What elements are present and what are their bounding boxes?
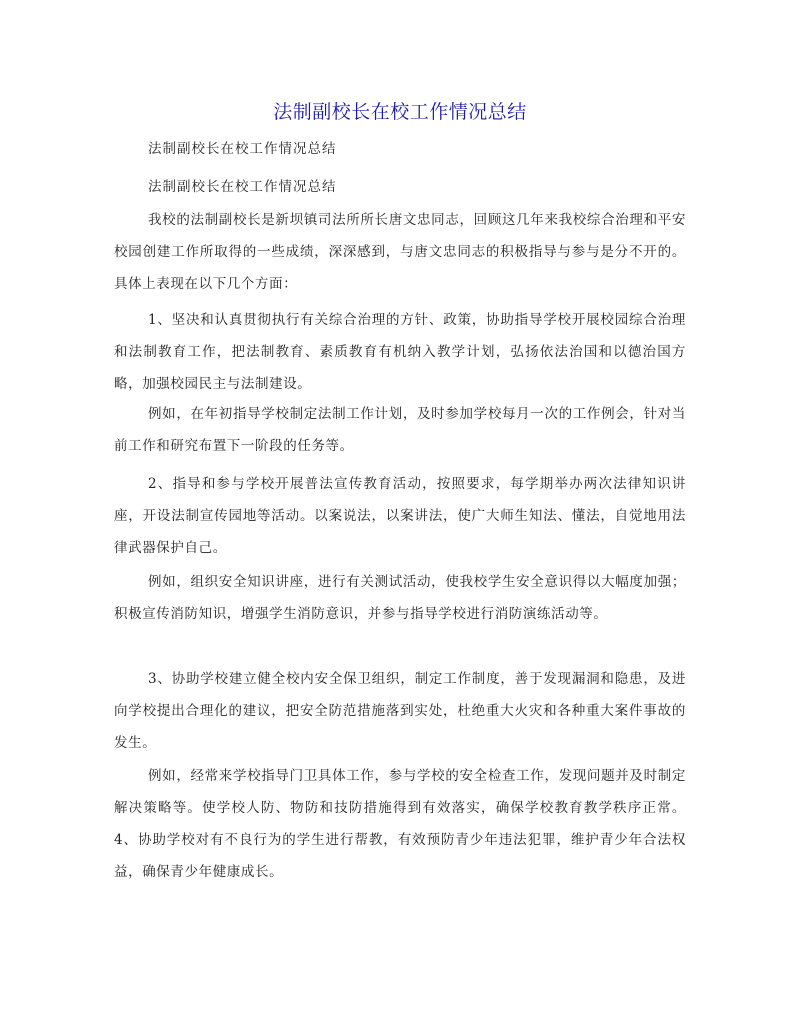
paragraph-1: 我校的法制副校长是新坝镇司法所所长唐文忠同志，回顾这几年来我校综合治理和平安校园创建工作所取得的一些成绩，深深感到，与唐文忠同志的积极指导与参与是分不开的。具体上表现在以下几个方面： xyxy=(114,212,686,292)
paragraph-5: 例如，组织安全知识讲座，进行有关测试活动，使我校学生安全意识得以大幅度加强；积极宣传消防知识，增强学生消防意识，并参与指导学校进行消防演练活动等。 xyxy=(114,574,686,622)
subtitle-1: 法制副校长在校工作情况总结 xyxy=(148,141,337,157)
paragraph-6: 3、协助学校建立健全校内安全保卫组织，制定工作制度，善于发现漏洞和隐患，及进向学校提出合理化的建议，把安全防范措施落到实处，杜绝重大火灾和各种重大案件事故的发生。 xyxy=(114,671,686,751)
paragraph-3: 例如，在年初指导学校制定法制工作计划，及时参加学校每月一次的工作例会，针对当前工作和研究布置下一阶段的任务等。 xyxy=(114,406,686,454)
document-title: 法制副校长在校工作情况总结 xyxy=(273,101,527,123)
paragraph-4: 2、指导和参与学校开展普法宣传教育活动，按照要求，每学期举办两次法律知识讲座，开设法制宣传园地等活动。以案说法，以案讲法，使广大师生知法、懂法，自觉地用法律武器保护自己。 xyxy=(114,476,686,556)
paragraph-2: 1、坚决和认真贯彻执行有关综合治理的方针、政策，协助指导学校开展校园综合治理和法制教育工作，把法制教育、素质教育有机纳入教学计划，弘扬依法治国和以德治国方略，加强校园民主与法制建设。 xyxy=(114,312,686,392)
subtitle-2: 法制副校长在校工作情况总结 xyxy=(148,179,337,195)
paragraph-7: 例如，经常来学校指导门卫具体工作，参与学校的安全检查工作，发现问题并及时制定解决策略等。使学校人防、物防和技防措施得到有效落实，确保学校教育教学秩序正常。4、协助学校对有不良行为的学生进行帮教，有效预防青少年违法犯罪，维护青少年合法权益，确保青少年健康成长。 xyxy=(114,768,686,880)
